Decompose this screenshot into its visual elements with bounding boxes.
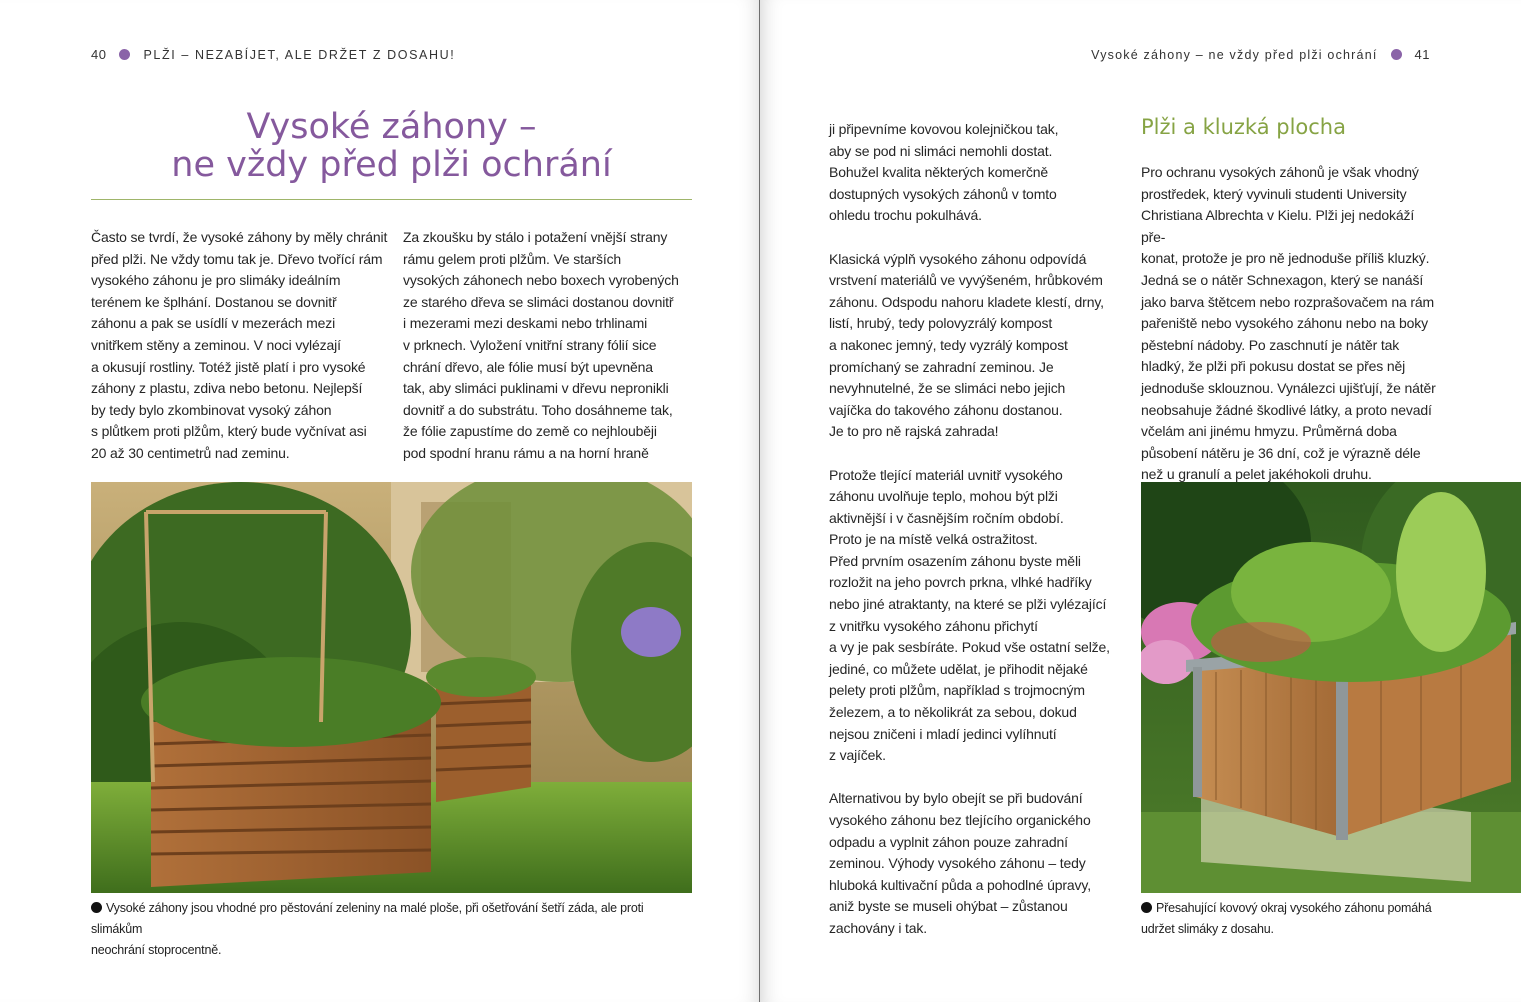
left-page — [0, 0, 760, 1002]
metal-edged-raised-bed-photo — [1141, 482, 1521, 893]
right-page — [760, 0, 1521, 1002]
title-line-2: ne vždy před plži ochrání — [171, 145, 612, 185]
title-line-1: Vysoké záhony – — [246, 107, 537, 147]
photo-caption-right — [1141, 898, 1471, 940]
caption-bullet-icon — [1141, 902, 1152, 913]
bullet-dot-icon — [119, 49, 130, 60]
running-head: Vysoké záhony – ne vždy před plži ochrání — [1091, 47, 1378, 62]
body-column-1: ji připevníme kovovou kolejničkou tak, aby se pod ni slimáci nemohli dostat. Bohužel kvalita některých komerčně dostupných vysokých záhonů v tomto ohledu trochu pokulhává. Klasická výplň vysokého záhonu odpovídá vrstvení materiálů ve vyvýšeném, hrůbkovém záhonu. Odspodu nahoru kladete klestí, drny, listí, hrubý, tedy polovyzrálý kompost a nakonec jemný, tedy vyzrálý kompost promíchaný se zahradní zeminou. Je nevyhnutelné, že se slimáci nebo jejich vajíčka do takového záhonu dostanou. Je to pro ně rajská zahrada! Protože tlející materiál uvnitř vysokého záhonu uvolňuje teplo, mohou být plži aktivnější i v časnějším ročním období. Proto je na místě velká ostražitost. Před prvním osazením záhonu byste měli rozložit na jeho povrch prkna, vlhké hadříky nebo jiné atraktanty, na které se plži vylézající z vnitřku vysokého záhonu přichytí a vy je pak sesbíráte. Pokud vše ostatní selže, jediné, co můžete udělat, je přihodit nějaké pelety proti plžům, například s trojmocným železem, a to několikrát za sebou, dokud nejsou zničeni i mladí jedinci vylíhnutí z vajíček. Alternativou by bylo obejít se při budování vysokého záhonu bez tlejícího organického odpadu a vyplnit záhon pouze zahradní zeminou. Výhody vysokého záhonu – tedy hluboká kultivační půda a pohodlné úpravy, aniž byste se museli ohýbat – zůstanou zachovány i tak. — [829, 121, 1110, 936]
right-running-header — [1091, 47, 1430, 62]
body-column-1: Často se tvrdí, že vysoké záhony by měly chránit před plži. Ne vždy tomu tak je. Dřevo tvořící rám vysokého záhonu je pro slimáky ideálním terénem ke šplhání. Dostanou se dovnitř záhonu a pak se usídlí v mezerách mezi vnitřkem stěny a zeminou. V noci vylézají a okusují rostliny. Totéž jistě platí i pro vysoké záhony z plastu, zdiva nebo betonu. Nejlepší by tedy bylo zkombinovat vysoký záhon s plůtkem proti plžům, který bude vyčnívat asi 20 až 30 centimetrů nad zeminu. — [91, 229, 388, 461]
bullet-dot-icon — [1391, 49, 1402, 60]
title-divider — [91, 199, 692, 200]
section-subheading: Plži a kluzká plocha — [1141, 115, 1346, 139]
body-column-2: Za zkoušku by stálo i potažení vnější strany rámu gelem proti plžům. Ve starších vysokých záhonech nebo boxech vyrobených ze starého dřeva se slimáci dostanou dovnitř i mezerami mezi deskami nebo trhlinami v prknech. Vyložení vnitřní strany fólií sice chrání dřevo, ale fólie musí být upevněna tak, aby slimáci puklinami v dřevu nepronikli dovnitř a do substrátu. Toho dosáhneme tak, že fólie zapustíme do země co nejhlouběji pod spodní hranu rámu a na horní hraně — [403, 229, 679, 461]
page-number: 41 — [1414, 47, 1430, 62]
caption-text: Přesahující kovový okraj vysokého záhonu pomáhá udržet slimáky z dosahu. — [1141, 901, 1432, 936]
photo-caption-left — [91, 898, 691, 961]
left-running-header — [91, 47, 455, 62]
article-title — [91, 108, 692, 184]
garden-raised-beds-photo — [91, 482, 692, 893]
caption-bullet-icon — [91, 902, 102, 913]
caption-text: Vysoké záhony jsou vhodné pro pěstování zeleniny na malé ploše, při ošetřování šetří záda, ale proti slimákům neochrání stoprocentně. — [91, 901, 644, 957]
running-head: PLŽI – NEZABÍJET, ALE DRŽET Z DOSAHU! — [143, 47, 456, 62]
page-number: 40 — [91, 47, 107, 62]
body-column-2: Pro ochranu vysokých záhonů je však vhodný prostředek, který vyvinuli studenti University Christiana Albrechta v Kielu. Plži jej nedokáží pře- konat, protože je pro ně jednoduše příliš kluzký. Jedná se o nátěr Schnexagon, který se nanáší jako barva štětcem nebo rozprašovačem na rám pařeniště nebo vysokého záhonu nebo na boky pěstební nádoby. Po zaschnutí je nátěr tak hladký, že plži při pokusu dostat se přes něj jednoduše sklouznou. Vynálezci ujišťují, že nátěr neobsahuje žádné škodlivé látky, a proto nevadí včelám ani jinému hmyzu. Průměrná doba působení nátěru je 36 dní, což je výrazně déle než u granulí a pelet jakéhokoli druhu. — [1141, 164, 1436, 483]
